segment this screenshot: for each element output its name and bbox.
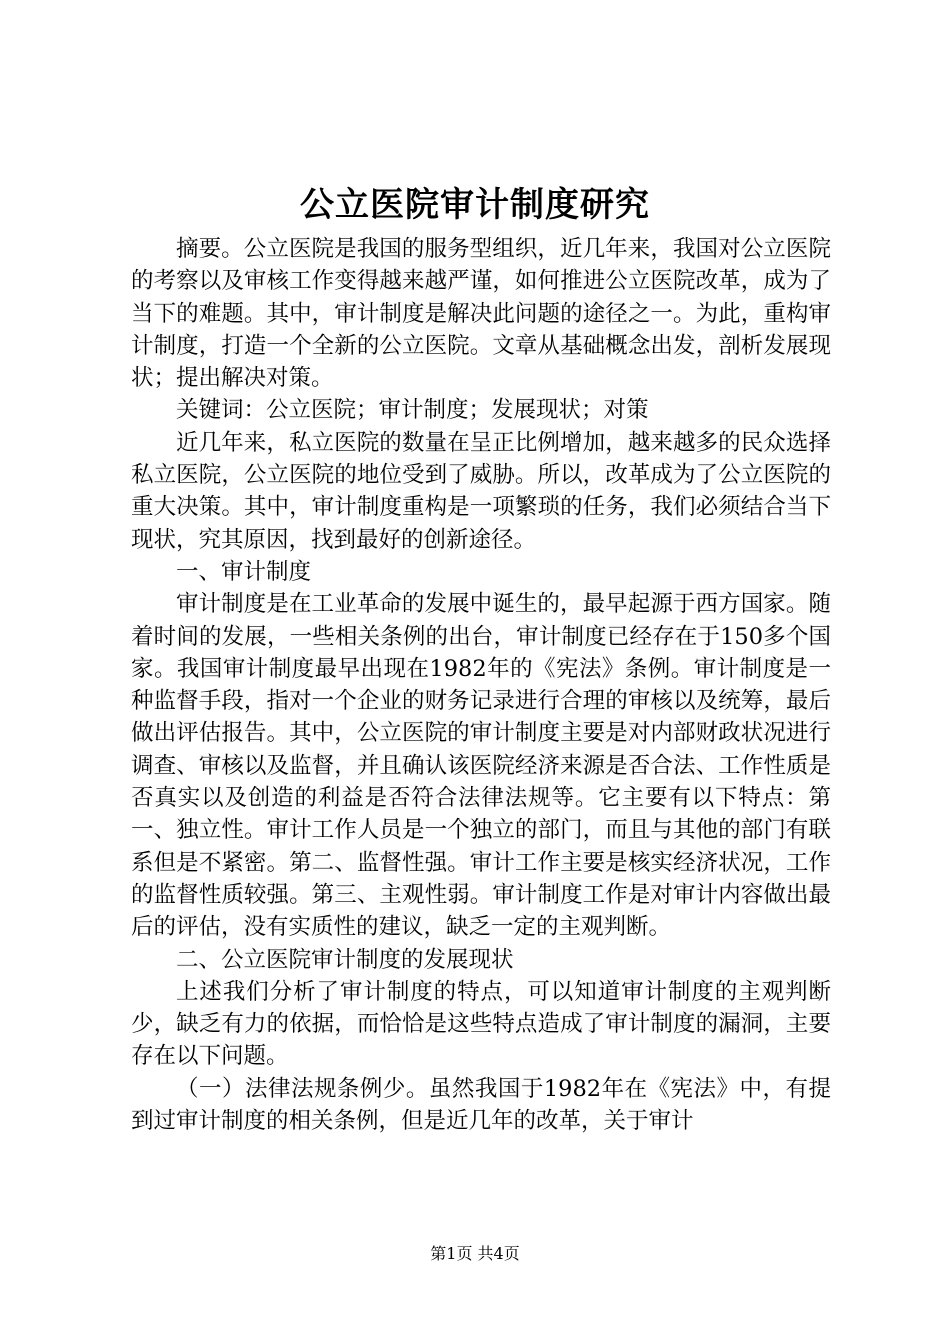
intro-paragraph: 近几年来，私立医院的数量在呈正比例增加，越来越多的民众选择私立医院，公立医院的地位受到了威胁。所以，改革成为了公立医院的重大决策。其中，审计制度重构是一项繁琐的任务，我们必须结合当下现状，究其原因，找到最好的创新途径。 (131, 429, 831, 553)
document-title: 公立医院审计制度研究 (300, 185, 650, 225)
abstract-paragraph: 摘要。公立医院是我国的服务型组织，近几年来，我国对公立医院的考察以及审核工作变得越来越严谨，如何推进公立医院改革，成为了当下的难题。其中，审计制度是解决此问题的途径之一。为此，重构审计制度，打造一个全新的公立医院。文章从基础概念出发，剖析发展现状；提出解决对策。 (131, 236, 831, 392)
keywords-paragraph: 关键词：公立医院；审计制度；发展现状；对策 (176, 397, 649, 424)
page-footer: 第1页 共4页 (430, 1244, 520, 1263)
subsection-paragraph: （一）法律法规条例少。虽然我国于1982年在《宪法》中，有提到过审计制度的相关条例，但是近几年的改革，关于审计 (131, 1075, 831, 1135)
body-paragraph: 上述我们分析了审计制度的特点，可以知道审计制度的主观判断少，缺乏有力的依据，而恰恰是这些特点造成了审计制度的漏洞，主要存在以下问题。 (131, 978, 831, 1070)
document-body (131, 233, 831, 1137)
body-paragraph: 审计制度是在工业革命的发展中诞生的，最早起源于西方国家。随着时间的发展，一些相关条例的出台，审计制度已经存在于150多个国家。我国审计制度最早出现在1982年的《宪法》条例。审计制度是一种监督手段，指对一个企业的财务记录进行合理的审核以及统筹，最后做出评估报告。其中，公立医院的审计制度主要是对内部财政状况进行调查、审核以及监督，并且确认该医院经济来源是否合法、工作性质是否真实以及创造的利益是否符合法律法规等。它主要有以下特点：第一、独立性。审计工作人员是一个独立的部门，而且与其他的部门有联系但是不紧密。第二、监督性强。审计工作主要是核实经济状况，工作的监督性质较强。第三、主观性弱。审计制度工作是对审计内容做出最后的评估，没有实质性的建议，缺乏一定的主观判断。 (131, 591, 831, 941)
section-heading-1: 一、审计制度 (176, 558, 312, 585)
section-heading-2: 二、公立医院审计制度的发展现状 (176, 946, 514, 973)
